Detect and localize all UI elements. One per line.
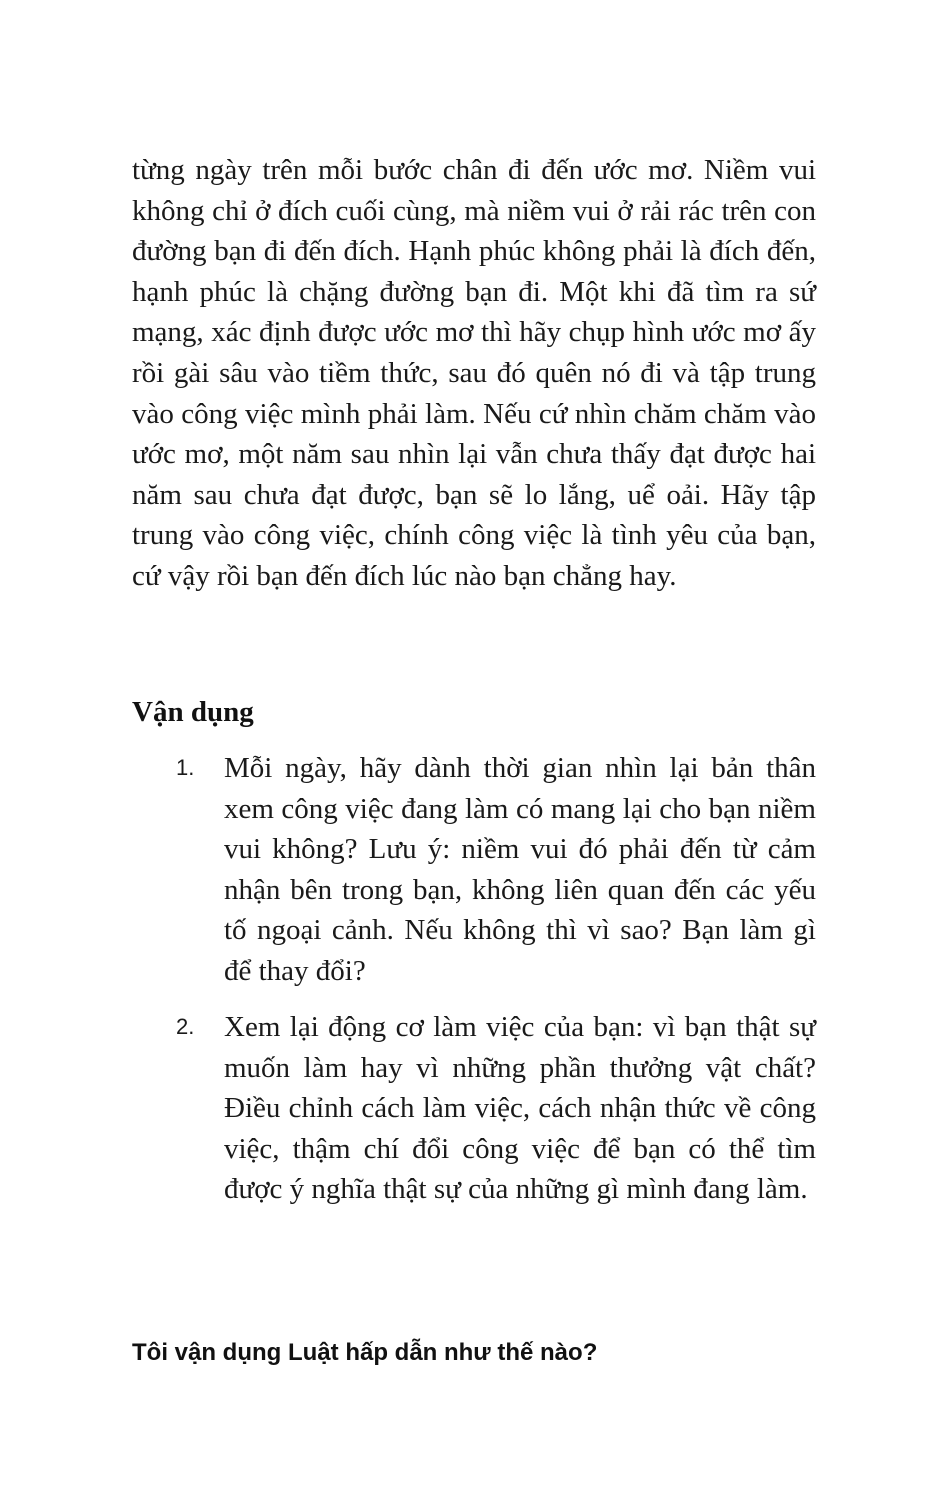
list-item-number: 1.	[176, 755, 195, 780]
list-item-text: Xem lại động cơ làm việc của bạn: vì bạn thật sự muốn làm hay vì những phần thưởng vật chất? Điều chỉnh cách làm việc, cách nhận thức về công việc, thậm chí đổi công việc để bạn có thể tìm được ý nghĩa thật sự của những gì mình đang làm.	[224, 1011, 816, 1205]
section-heading: Vận dụng	[132, 696, 254, 728]
list-item-number: 2.	[176, 1014, 195, 1039]
list-item-text: Mỗi ngày, hãy dành thời gian nhìn lại bản thân xem công việc đang làm có mang lại cho bạn niềm vui không? Lưu ý: niềm vui đó phải đến từ cảm nhận bên trong bạn, không liên quan đến các yếu tố ngoại cảnh. Nếu không thì vì sao? Bạn làm gì để thay đổi?	[224, 752, 816, 987]
body-paragraph: từng ngày trên mỗi bước chân đi đến ước mơ. Niềm vui không chỉ ở đích cuối cùng, mà niềm vui ở rải rác trên con đường bạn đi đến đích. Hạnh phúc không phải là đích đến, hạnh phúc là chặng đường bạn đi. Một khi đã tìm ra sứ mạng, xác định được ước mơ thì hãy chụp hình ước mơ ấy rồi gài sâu vào tiềm thức, sau đó quên nó đi và tập trung vào công việc mình phải làm. Nếu cứ nhìn chăm chăm vào ước mơ, một năm sau nhìn lại vẫn chưa thấy đạt được hai năm sau chưa đạt được, bạn sẽ lo lắng, uể oải. Hãy tập trung vào công việc, chính công việc là tình yêu của bạn, cứ vậy rồi bạn đến đích lúc nào bạn chẳng hay.	[132, 154, 816, 592]
next-section-title: Tôi vận dụng Luật hấp dẫn như thế nào?	[132, 1339, 598, 1366]
